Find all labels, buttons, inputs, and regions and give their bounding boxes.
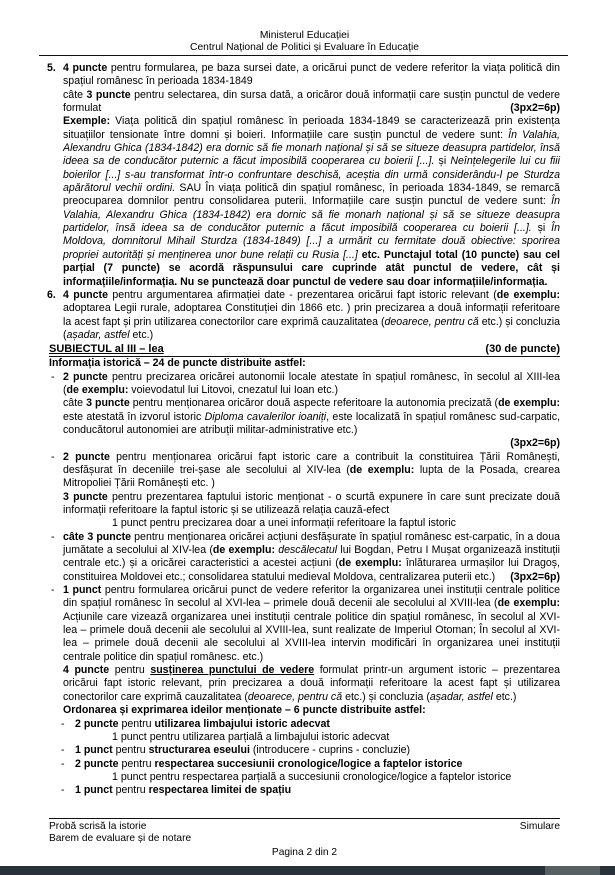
text-run: 2 puncte — [75, 757, 119, 770]
text-run: de exemplu: — [498, 397, 560, 410]
header-line-1: Ministerul Educației — [259, 30, 350, 41]
text-run: , este localizată în spațiul românesc sud-carpatic, conducătorul autonomiei are atribuții militar-administrative etc.) — [63, 410, 561, 436]
text-run: și — [434, 155, 451, 168]
list-item — [49, 531, 560, 584]
text-run: de exemplu: — [338, 557, 402, 570]
list-item-sub — [63, 397, 560, 437]
section-points: (30 de puncte) — [485, 343, 560, 356]
text-run: susținerea punctului de vedere — [150, 664, 315, 677]
item-5 — [49, 62, 560, 89]
text-run: 4 puncte — [63, 288, 108, 301]
text-run: 3 puncte — [86, 397, 130, 410]
text-run: voievodatul lui Litovoi, cnezatul lui Ioan etc.) — [128, 383, 338, 396]
list-item-sub2 — [112, 771, 560, 784]
text-run: 1 punct — [75, 784, 113, 797]
list-marker: - — [51, 530, 55, 543]
text-run: utilizarea limbajului istoric adecvat — [154, 717, 330, 730]
list-marker: 5. — [47, 62, 56, 74]
text-run: (3px2=6p) — [510, 102, 560, 115]
text-run: de exemplu: — [349, 463, 415, 476]
text-run: de exemplu: — [212, 544, 275, 557]
text-run: 3 puncte — [86, 88, 131, 101]
text-run: etc.) — [129, 328, 154, 341]
text-run: (3px2=6p) — [510, 570, 560, 583]
list-item — [59, 784, 560, 797]
text-run: etc.) — [492, 690, 517, 703]
text-run: (3px2=6p) — [510, 437, 560, 450]
text-run: etc.) și concluzia ( — [63, 315, 561, 341]
footer-row-1 — [49, 821, 560, 834]
text-run: 4 puncte — [63, 62, 108, 74]
document-header — [49, 30, 560, 54]
text-run: pentru argumentarea afirmației date - prezentarea oricărui fapt istoric relevant ( — [107, 288, 497, 301]
text-run: câte 3 puncte — [63, 530, 132, 543]
text-run: câte — [63, 397, 87, 410]
text-run: În Valahia, Alexandru Ghica (1834-1842) era dornic să fie monarh național și să se situeze deasupra partidelor, însă ideea sa de conducător puternic a făcut imposibilă cooperarea cu boierii [...]. — [63, 128, 560, 168]
text-run: Informația istorică – 24 de puncte distribuite astfel: — [49, 357, 306, 370]
text-run: și — [531, 222, 552, 235]
list-item-sub — [63, 664, 560, 704]
text-run: etc.) și concluzia ( — [342, 690, 430, 703]
subsection-heading — [63, 704, 560, 717]
text-run: 1 punct pentru respectarea parțială a succesiunii cronologice/logice a faptelor istorice — [112, 770, 512, 783]
header-line-2: Centrul Național de Politici și Evaluare în Educație — [190, 42, 419, 53]
text-run: Acțiunile care vizează organizarea unei instituții centrale politice din spațiul românesc, în secolul al XVI-lea – primele două decenii ale secolului al XVIII-lea, sunt realizate de Imperiul Otoman; În secolul al XVI-lea – primele două decenii ale secolului al XVIII-lea intervin modificări în organizarea unei instituții centrale politice din spațiul românesc. etc.) — [63, 610, 560, 663]
text-run: pentru formularea, pe baza sursei date, a oricărui punct de vedere referitor la viața politică din spațiul românesc în perioada 1834-1849 — [63, 62, 560, 88]
text-run: formulat printr-un argument istoric – prezentarea oricărui fapt istoric relevant, prin precizarea a două informații referitoare la acest fapt și utilizarea conectorilor care exprimă cauzalitatea ( — [63, 664, 560, 703]
footer-exam-type: Simulare — [519, 820, 560, 832]
list-item-sub2 — [112, 517, 560, 530]
list-marker: - — [61, 757, 65, 770]
text-run: pentru formularea oricărui punct de vedere referitor la organizarea unei instituții centrale politice din spațiul românesc în secolul al XVI-lea – primele două decenii ale secolului al XVIII-lea ( — [63, 584, 560, 610]
document-footer — [49, 818, 560, 860]
text-run: pentru menționarea oricărei acțiuni desfășurate în spațiul românesc est-carpatic, în a doua jumătate a secolului al XIV-lea ( — [63, 530, 560, 557]
text-run: etc. Punctajul total (10 puncte) sau cel parțial (7 puncte) se acordă răspunsului care cuprinde atât punctul de vedere, cât și informațiile/informația. Nu se punctează doar punctul de vedere sau doar informațiile/informația. — [63, 248, 560, 288]
text-run: 3 puncte — [63, 490, 108, 503]
list-marker: 6. — [47, 288, 56, 301]
footer-doc-type: Barem de evaluare și de notare — [49, 833, 192, 844]
text-run: pentru prezentarea faptului istoric menționat - o scurtă expunere în care sunt precizate două informații referitoare la faptul istoric și se utilizează relația cauză-efect — [63, 490, 561, 516]
list-marker: - — [61, 784, 65, 797]
text-run: de exemplu: — [496, 288, 560, 301]
list-item — [59, 744, 560, 757]
horizontal-scrollbar-thumb[interactable] — [545, 866, 600, 875]
text-run: În Moldova, domnitorul Mihail Sturdza (1834-1849) [...] a urmărit cu fermitate două obiective: sporirea propriei autorități și menținerea unor bune relații cu Rusia [...] — [63, 222, 560, 261]
text-run: 1 punct — [63, 584, 102, 597]
text-run: este atestată în izvorul istoric — [63, 410, 205, 423]
points-marker — [49, 102, 560, 115]
list-marker: - — [51, 584, 55, 597]
text-run: pentru menționarea oricăror două aspecte referitoare la autonomia precizată ( — [129, 397, 499, 410]
text-run: pentru — [118, 717, 155, 730]
text-run: Viața politică din spațiul românesc în perioada 1834-1849 se caracterizează prin existența situațiilor tensionate între domni și boieri. Informațiile care susțin punctul de vedere sunt: — [63, 115, 560, 141]
text-run: pentru — [112, 744, 149, 757]
text-run: pentru precizarea oricărei autonomii locale atestate în spațiul românesc, în secolul al XIII-lea ( — [63, 370, 560, 396]
footer-exam-title: Probă scrisă la istorie — [49, 820, 147, 832]
points-marker — [49, 437, 560, 450]
text-run: așadar, astfel — [429, 690, 493, 703]
list-item — [49, 371, 560, 398]
list-marker: - — [51, 370, 55, 383]
item-6 — [49, 289, 560, 342]
text-run: (introducere - cuprins - concluzie) — [249, 744, 411, 757]
text-run: lupta de la Posada, crearea Mitropoliei Țării Românești etc. ) — [63, 463, 560, 490]
text-run: deoarece, pentru că — [384, 315, 479, 328]
text-run: 2 puncte — [63, 450, 110, 463]
text-run: 2 puncte — [63, 370, 108, 383]
text-run: lui Bogdan, Petru I Mușat organizează instituții centrale etc.) și a oricărei caracteristici a acestei acțiuni ( — [63, 544, 560, 570]
text-run: pentru — [112, 784, 149, 797]
text-run: 1 punct — [75, 744, 113, 757]
text-run: pentru menționarea oricărui fapt istoric care a contribuit la constituirea Țării Românești, desfășurat în deceniile trei-șase ale secolului al XIV-lea ( — [63, 450, 560, 476]
text-run: pentru — [109, 664, 151, 677]
text-run: adoptarea Legii rurale, adoptarea Constituției din 1866 etc. ) prin precizarea a două informații referitoare la acest fapt și prin utilizarea conectorilor care exprimă cauzalitatea ( — [63, 302, 560, 328]
text-run: structurarea eseului — [148, 744, 250, 757]
list-item — [49, 584, 560, 664]
text-run: respectarea limitei de spațiu — [148, 784, 292, 797]
text-run: SAU În viața politică din spațiul românesc, în perioada 1834-1849, se remarcă preocuparea domnilor pentru consolidarea puterii. Informațiile care susțin punctul de vedere sunt: — [63, 182, 560, 208]
section-heading — [49, 342, 560, 357]
list-item — [49, 451, 560, 491]
text-run: așadar, astfel — [66, 328, 130, 341]
text-run: În Valahia, Alexandru Ghica (1834-1842) era dornic să fie monarh național și să se situeze deasupra partidelor, însă ideea sa de conducător puternic a făcut imposibilă cooperarea cu boierii [...]. — [63, 195, 560, 235]
horizontal-scrollbar-track[interactable] — [0, 866, 615, 875]
text-run: pentru selectarea, din sursa dată, a oricăror două informații care susțin punctul de vedere formulat — [63, 88, 561, 115]
list-marker: - — [61, 744, 65, 757]
text-run: deoarece, pentru că — [247, 690, 343, 703]
list-item — [59, 758, 560, 771]
text-run: descălecatul — [278, 544, 338, 557]
text-run: Exemple: — [63, 115, 111, 128]
text-run: de exemplu: — [497, 597, 560, 610]
text-run: 1 punct pentru precizarea doar a unei informații referitoare la faptul istoric — [112, 517, 456, 530]
header-divider — [39, 55, 568, 56]
list-item-sub — [63, 491, 560, 518]
list-marker: - — [51, 450, 55, 463]
text-run: 2 puncte — [75, 717, 119, 730]
text-run: 4 puncte — [63, 664, 110, 677]
text-run: de exemplu: — [66, 383, 129, 396]
list-item-sub2 — [112, 731, 560, 744]
page-number: Pagina 2 din 2 — [271, 846, 338, 858]
text-run: respectarea succesiunii cronologice/logice a faptelor istorice — [154, 757, 463, 770]
content-blocks — [49, 62, 560, 798]
text-run: câte — [63, 88, 87, 101]
item-5-example — [63, 115, 560, 288]
section-title: SUBIECTUL al III – lea — [49, 343, 164, 356]
text-run: pentru — [118, 757, 155, 770]
list-item — [59, 718, 560, 731]
text-run: înlăturarea urmașilor lui Dragoș, constituirea Moldovei etc.; consolidarea statului medieval Moldova, centralizarea puterii etc.) — [63, 557, 560, 583]
subsection-heading — [49, 357, 560, 370]
text-run: Neînțelegerile lui cu fiii boierilor [...] s-au transformat într-o confruntare deschisă, aceștia din urmă considerându-l pe Sturdza apărătorul vechii ordini. — [63, 155, 560, 195]
list-marker: - — [61, 717, 65, 730]
text-run: Ordonarea și exprimarea ideilor menționate – 6 puncte distribuite astfel: — [63, 704, 426, 717]
text-run: 1 punct pentru utilizarea parțială a limbajului istoric adecvat — [112, 730, 390, 743]
text-run: Diploma cavalerilor ioaniți — [204, 410, 327, 423]
